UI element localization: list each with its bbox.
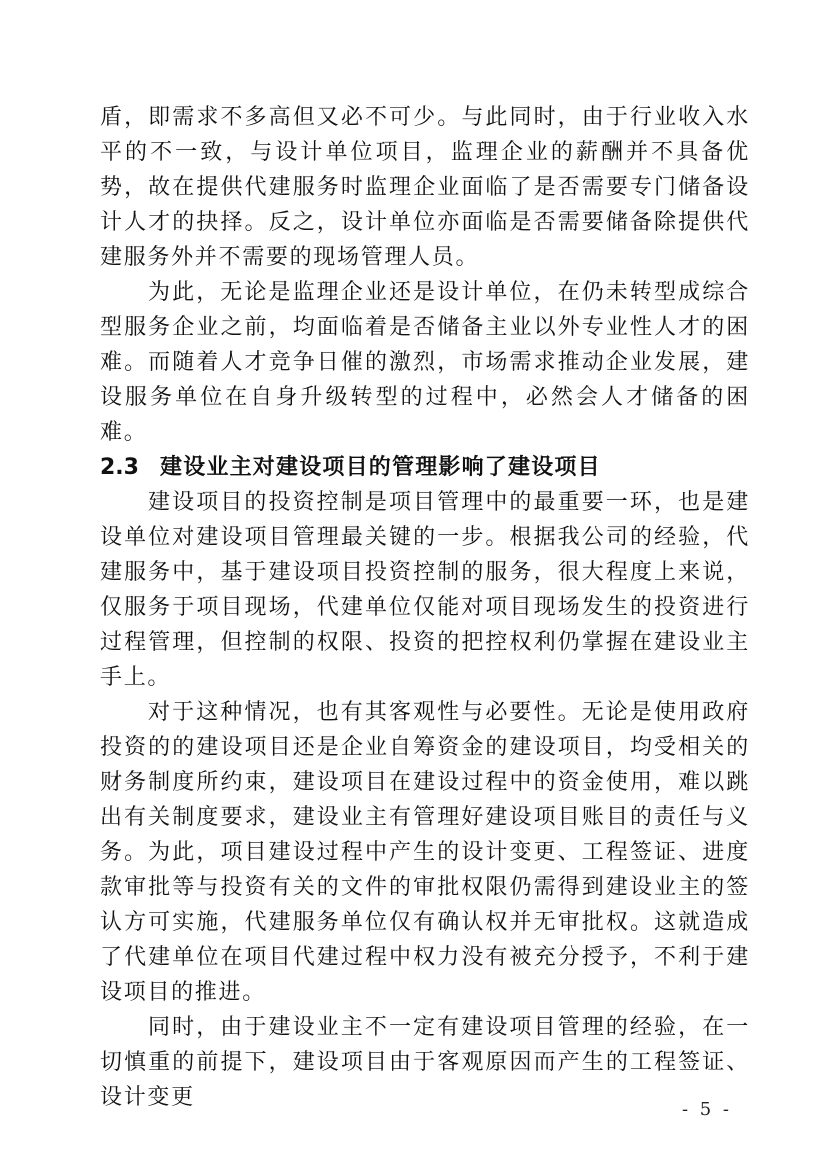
paragraph: 建设项目的投资控制是项目管理中的最重要一环，也是建设单位对建设项目管理最关键的一步。根据我公司的经验，代建服务中，基于建设项目投资控制的服务，很大程度上来说，仅服务于项目现场，代建单位仅能对项目现场发生的投资进行过程管理，但控制的权限、投资的把控权利仍掌握在建设业主手上。 <box>100 490 750 690</box>
section-number: 2.3 <box>100 455 139 480</box>
paragraph: 对于这种情况，也有其客观性与必要性。无论是使用政府投资的的建设项目还是企业自筹资金的建设项目，均受相关的财务制度所约束，建设项目在建设过程中的资金使用，难以跳出有关制度要求，建设业主有管理好建设项目账目的责任与义务。为此，项目建设过程中产生的设计变更、工程签证、进度款审批等与投资有关的文件的审批权限仍需得到建设业主的签认方可实施，代建服务单位仅有确认权并无审批权。这就造成了代建单位在项目代建过程中权力没有被充分授予，不利于建设项目的推进。 <box>100 700 750 1005</box>
paragraph: 同时，由于建设业主不一定有建设项目管理的经验，在一切慎重的前提下，建设项目由于客观原因而产生的工程签证、设计变更 <box>100 1015 750 1110</box>
document-body <box>100 100 750 1115</box>
section-title: 建设业主对建设项目的管理影响了建设项目 <box>160 455 601 480</box>
paragraph: 为此，无论是监理企业还是设计单位，在仍未转型成综合型服务企业之前，均面临着是否储备主业以外专业性人才的困难。而随着人才竞争日催的激烈，市场需求推动企业发展，建设服务单位在自身升级转型的过程中，必然会人才储备的困难。 <box>100 280 750 445</box>
section-heading <box>100 450 750 485</box>
paragraph-continuation: 盾，即需求不多高但又必不可少。与此同时，由于行业收入水平的不一致，与设计单位项目，监理企业的薪酬并不具备优势，故在提供代建服务时监理企业面临了是否需要专门储备设计人才的抉择。反之，设计单位亦面临是否需要储备除提供代建服务外并不需要的现场管理人员。 <box>100 105 750 270</box>
page-number: - 5 - <box>681 1099 732 1120</box>
